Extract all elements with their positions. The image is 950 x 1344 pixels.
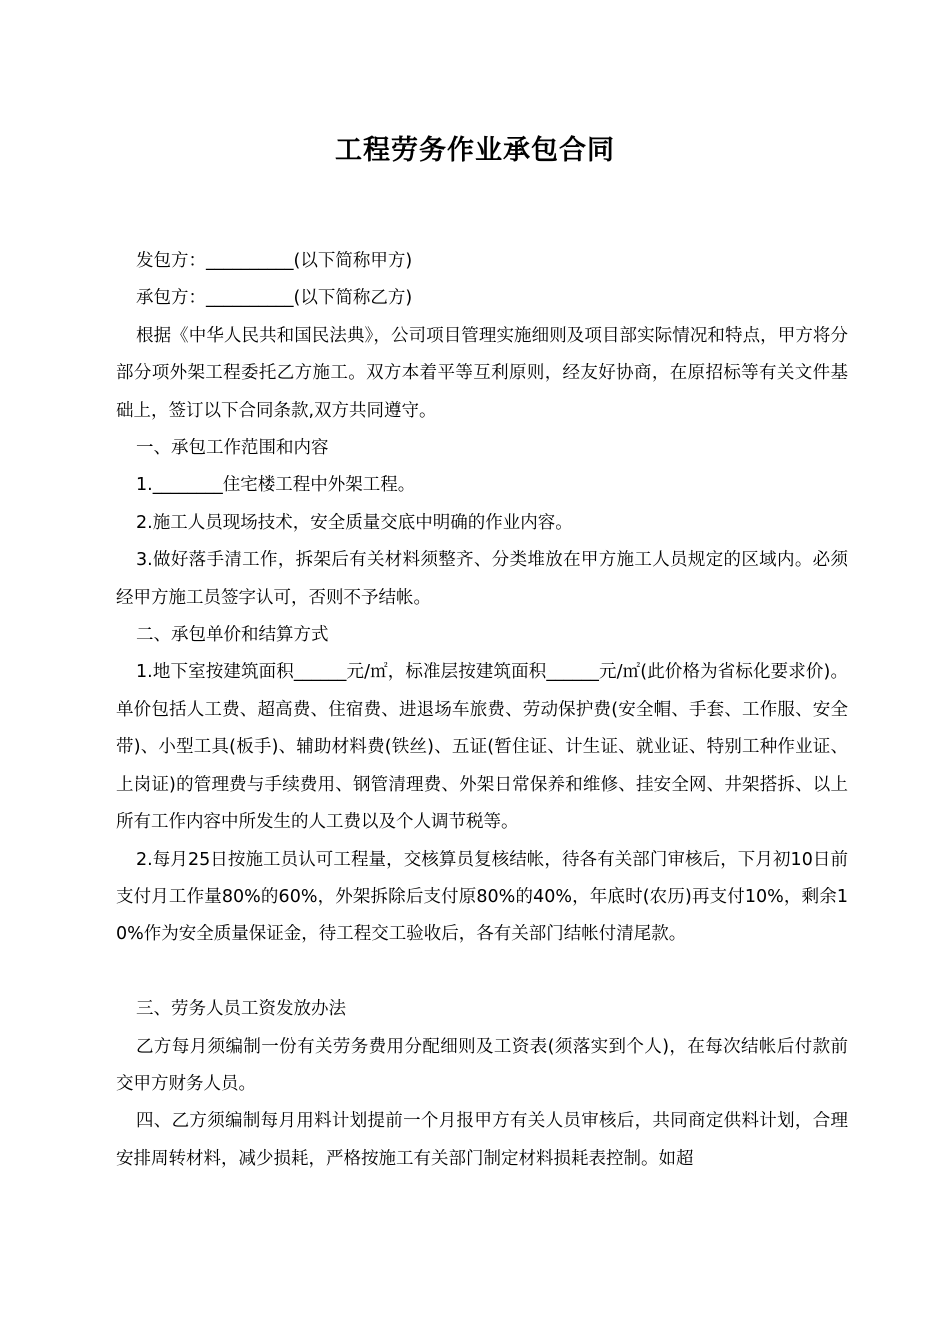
- preamble-paragraph: 根据《中华人民共和国民法典》，公司项目管理实施细则及项目部实际情况和特点，甲方将分部分项外架工程委托乙方施工。双方本着平等互利原则，经友好协商，在原招标等有关文件基础上，签订以下合同条款,双方共同遵守。: [116, 325, 848, 421]
- document-title: 工程劳务作业承包合同: [335, 135, 615, 166]
- section-heading-1: 一、承包工作范围和内容: [136, 438, 329, 459]
- clause-2-2: 2.每月25日按施工员认可工程量，交核算员复核结帐，待各有关部门审核后，下月初10日前支付月工作量80%的60%，外架拆除后支付原80%的40%，年底时(农历)再支付10%，剩余10%作为安全质量保证金，待工程交工验收后，各有关部门结帐付清尾款。: [116, 849, 848, 945]
- clause-1-2: 2.施工人员现场技术，安全质量交底中明确的作业内容。: [136, 512, 573, 533]
- clause-1-3: 3.做好落手清工作，拆架后有关材料须整齐、分类堆放在甲方施工人员规定的区域内。必须经甲方施工员签字认可，否则不予结帐。: [116, 550, 848, 608]
- party-a-line: 发包方：__________(以下简称甲方): [136, 251, 413, 271]
- document-body: [116, 243, 848, 1178]
- clause-3-1: 乙方每月须编制一份有关劳务费用分配细则及工资表(须落实到个人)，在每次结帐后付款前交甲方财务人员。: [116, 1036, 848, 1094]
- clause-2-1: 1.地下室按建筑面积______元/㎡，标准层按建筑面积______元/㎡(此价格为省标化要求价)。单价包括人工费、超高费、住宿费、进退场车旅费、劳动保护费(安全帽、手套、工作服、安全带)、小型工具(板手)、辅助材料费(铁丝)、五证(暂住证、计生证、就业证、特别工种作业证、上岗证)的管理费与手续费用、钢管清理费、外架日常保养和维修、挂安全网、井架搭拆、以上所有工作内容中所发生的人工费以及个人调节税等。: [116, 662, 848, 833]
- section-4-paragraph: 四、乙方须编制每月用料计划提前一个月报甲方有关人员审核后，共同商定供料计划，合理安排周转材料，减少损耗，严格按施工有关部门制定材料损耗表控制。如超: [116, 1111, 848, 1169]
- section-heading-3: 三、劳务人员工资发放办法: [136, 999, 346, 1020]
- paragraph-spacer: [116, 954, 848, 991]
- clause-1-1: 1.________住宅楼工程中外架工程。: [136, 475, 416, 496]
- section-heading-2: 二、承包单价和结算方式: [136, 625, 329, 646]
- party-b-line: 承包方：__________(以下简称乙方): [136, 288, 413, 309]
